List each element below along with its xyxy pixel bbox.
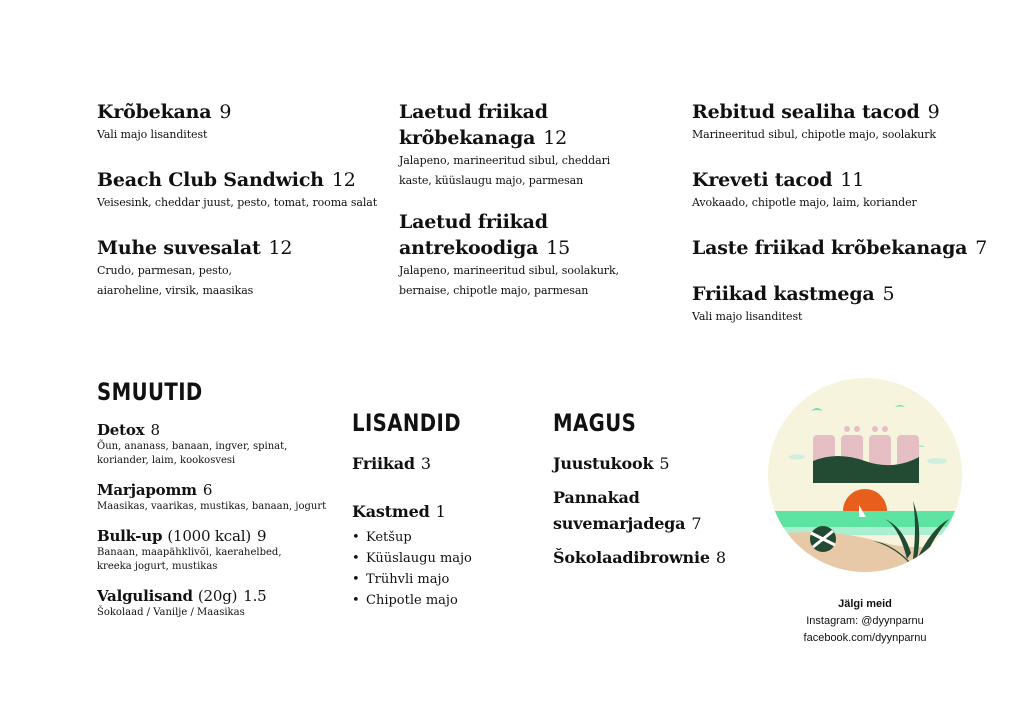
item-price: 8 [150, 421, 160, 439]
sauce-item: • Chipotle majo [366, 590, 485, 611]
item-desc: Marineeritud sibul, chipotle majo, soolakurk [692, 128, 936, 141]
sides-section [352, 409, 485, 611]
sweet-item [553, 485, 726, 537]
item-name: Beach Club Sandwich [97, 169, 324, 191]
menu-item [692, 99, 987, 145]
logo [767, 377, 963, 573]
section-heading-sides: LISANDID [352, 409, 462, 437]
item-price: 1 [435, 502, 446, 521]
follow-heading: Jälgi meid [838, 598, 892, 610]
menu-column-1 [97, 99, 377, 301]
sauce-item: • Trühvli majo [366, 569, 485, 590]
item-price: 8 [715, 548, 726, 567]
sweets-section [553, 409, 726, 571]
section-heading-sweets: MAGUS [553, 409, 637, 437]
menu-item [399, 99, 619, 191]
item-price: 7 [975, 237, 988, 259]
side-item [352, 451, 485, 477]
item-desc: Veisesink, cheddar juust, pesto, tomat, rooma salat [97, 196, 378, 209]
item-price: 9 [219, 101, 232, 123]
smoothie-item [97, 526, 326, 574]
smoothies-section [97, 378, 326, 620]
umbrella-icon [810, 526, 836, 552]
item-desc: koriander, laim, kookosvesi [97, 455, 236, 466]
item-name: Bulk-up [97, 527, 163, 545]
smoothie-item [97, 586, 326, 620]
smoothie-item [97, 420, 326, 468]
item-name: Šokolaadibrownie [553, 548, 710, 567]
item-desc: Banaan, maapähklivõi, kaerahelbed, [97, 547, 282, 558]
item-name: Juustukook [553, 454, 654, 473]
item-price: 12 [331, 169, 356, 191]
beach-logo-icon [767, 377, 963, 573]
sweet-item [553, 545, 726, 571]
item-desc: Jalapeno, marineeritud sibul, cheddari [399, 154, 611, 167]
menu-column-2 [399, 99, 619, 301]
sauce-item: • Ketšup [366, 527, 485, 548]
item-desc: kaste, küüslaugu majo, parmesan [399, 174, 584, 187]
menu-item [399, 209, 619, 301]
item-desc: bernaise, chipotle majo, parmesan [399, 284, 589, 297]
item-desc: aiaroheline, virsik, maasikas [97, 284, 254, 297]
menu-item [692, 235, 987, 261]
item-name: Friikad kastmega [692, 283, 875, 305]
item-desc: Avokaado, chipotle majo, laim, koriander [692, 196, 917, 209]
item-extra: (20g) [197, 587, 238, 605]
item-name: Valgulisand [97, 587, 193, 605]
item-desc: Vali majo lisanditest [692, 310, 803, 323]
menu-item [692, 167, 987, 213]
item-name: Laetud friikad [399, 101, 548, 123]
follow-block [765, 596, 965, 647]
item-name: Marjapomm [97, 481, 197, 499]
item-price: 9 [927, 101, 940, 123]
section-heading-smoothies: SMUUTID [97, 378, 203, 406]
menu-item [97, 99, 377, 145]
item-desc: Maasikas, vaarikas, mustikas, banaan, jogurt [97, 501, 327, 512]
item-price: 5 [659, 454, 670, 473]
item-name: Detox [97, 421, 145, 439]
side-item [352, 499, 485, 525]
item-price: 1.5 [243, 587, 267, 605]
item-name: Laste friikad krõbekanaga [692, 237, 968, 259]
item-name: Muhe suvesalat [97, 237, 261, 259]
facebook-link[interactable]: facebook.com/dyynparnu [803, 632, 927, 644]
item-name: Krõbekana [97, 101, 212, 123]
item-name: Pannakad [553, 488, 640, 507]
sweet-item [553, 451, 726, 477]
item-price: 3 [420, 454, 431, 473]
item-price: 7 [691, 514, 702, 533]
item-price: 9 [257, 527, 267, 545]
item-name: krõbekanaga [399, 127, 536, 149]
item-name: Kastmed [352, 502, 430, 521]
item-desc: Crudo, parmesan, pesto, [97, 264, 232, 277]
menu-item [97, 167, 377, 213]
logo-sea [767, 511, 963, 527]
item-desc: Õun, ananass, banaan, ingver, spinat, [97, 441, 288, 452]
item-price: 15 [546, 237, 570, 259]
item-desc: kreeka jogurt, mustikas [97, 561, 218, 572]
item-price: 12 [543, 127, 567, 149]
item-name: Friikad [352, 454, 415, 473]
item-price: 6 [202, 481, 213, 499]
menu-item [692, 281, 987, 327]
item-name: suvemarjadega [553, 514, 686, 533]
instagram-link[interactable]: Instagram: @dyynparnu [806, 615, 924, 627]
item-price: 12 [268, 237, 293, 259]
item-name: Rebitud sealiha tacod [692, 101, 920, 123]
sauce-item: • Küüslaugu majo [366, 548, 485, 569]
item-desc: Vali majo lisanditest [97, 128, 208, 141]
menu-column-3 [692, 99, 987, 327]
item-name: antrekoodiga [399, 237, 539, 259]
item-extra: (1000 kcal) [167, 527, 252, 545]
item-desc: Jalapeno, marineeritud sibul, soolakurk, [399, 264, 619, 277]
item-price: 11 [840, 169, 865, 191]
smoothie-item [97, 480, 326, 514]
item-price: 5 [882, 283, 895, 305]
item-name: Laetud friikad [399, 211, 548, 233]
menu-item [97, 235, 377, 301]
item-name: Kreveti tacod [692, 169, 833, 191]
item-desc: Šokolaad / Vanilje / Maasikas [97, 607, 245, 618]
sauce-list [352, 527, 485, 611]
